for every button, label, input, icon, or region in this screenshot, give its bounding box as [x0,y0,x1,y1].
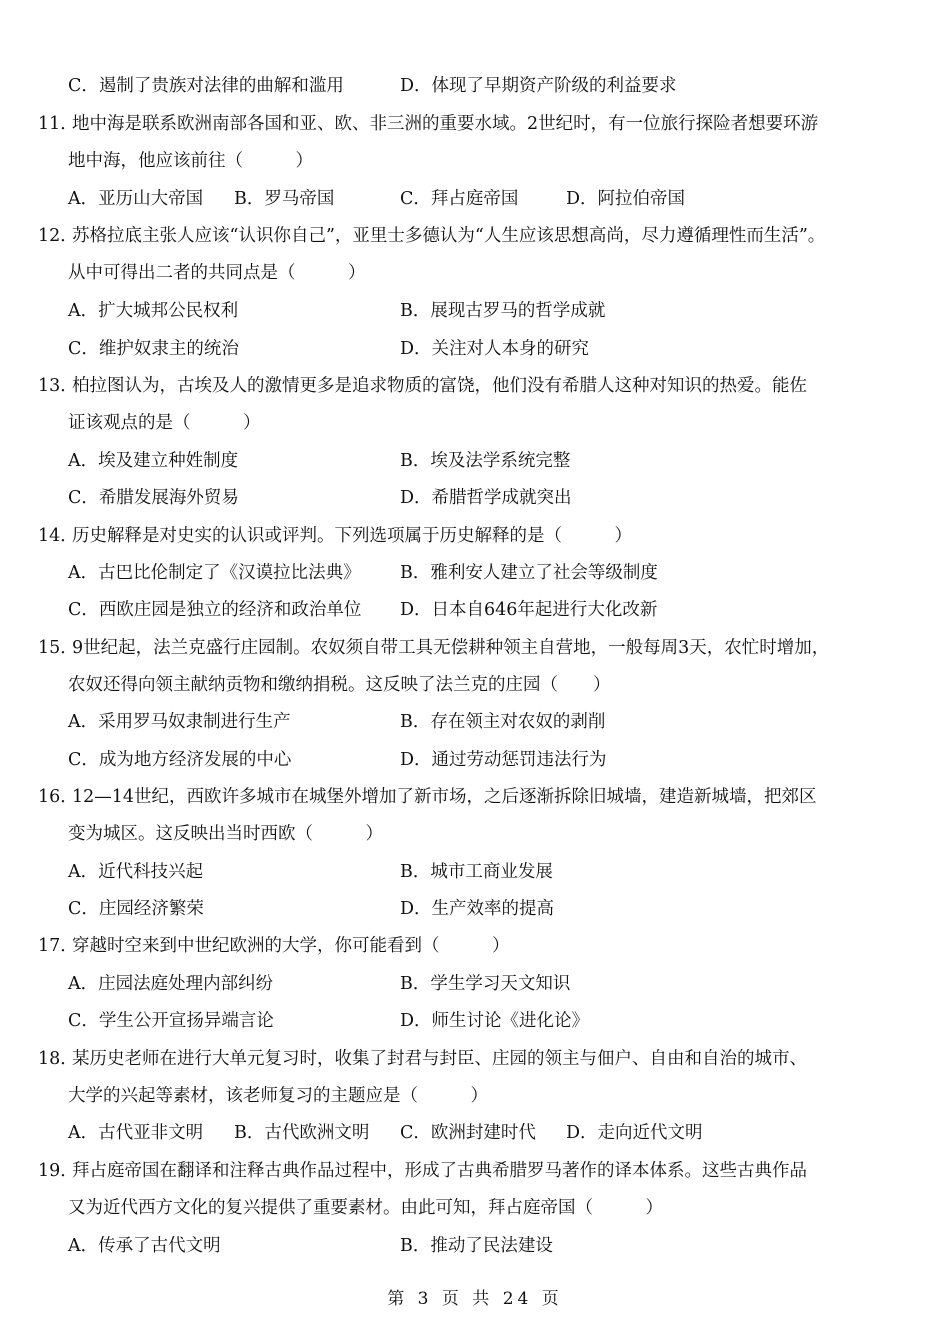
option: A．古巴比伦制定了《汉谟拉比法典》 [68,563,361,583]
question-stem-cont: 从中可得出二者的共同点是（ ） [68,263,366,283]
question-number: 19． [38,1161,78,1181]
option: A．古代亚非文明 [68,1123,204,1143]
question-stem: 历史解释是对史实的认识或评判。下列选项属于历史解释的是（ ） [72,526,632,546]
option: D．阿拉伯帝国 [566,189,686,209]
option: D．生产效率的提高 [400,899,555,919]
question-number: 17． [38,936,78,956]
option: C．遏制了贵族对法律的曲解和滥用 [68,76,344,96]
option: C．拜占庭帝国 [400,189,519,209]
option: D．希腊哲学成就突出 [400,488,572,508]
option: B．埃及法学系统完整 [400,451,571,471]
option: B．罗马帝国 [234,189,335,209]
question-stem: 穿越时空来到中世纪欧洲的大学，你可能看到（ ） [72,936,510,956]
option: C．成为地方经济发展的中心 [68,750,292,770]
option: C．希腊发展海外贸易 [68,488,239,508]
option: C．西欧庄园是独立的经济和政治单位 [68,600,362,620]
question-stem-cont: 大学的兴起等素材，该老师复习的主题应是（ ） [68,1086,488,1106]
option: B．展现古罗马的哲学成就 [400,301,606,321]
question-stem: 12—14世纪，西欧许多城市在城堡外增加了新市场，之后逐渐拆除旧城墙，建造新城墙，把郊区 [72,787,817,807]
option: A．扩大城邦公民权利 [68,301,239,321]
question-stem: 柏拉图认为，古埃及人的激情更多是追求物质的富饶，他们没有希腊人这种对知识的热爱。能佐 [72,376,807,396]
option: C．庄园经济繁荣 [68,899,204,919]
option: A．近代科技兴起 [68,862,204,882]
question-stem: 拜占庭帝国在翻译和注释古典作品过程中，形成了古典希腊罗马著作的译本体系。这些古典作品 [72,1161,807,1181]
question-number: 15． [38,638,78,658]
question-number: 12． [38,226,78,246]
option: A．亚历山大帝国 [68,189,204,209]
option: D．日本自646年起进行大化改新 [400,600,658,620]
option: D．师生讨论《进化论》 [400,1011,590,1031]
question-number: 13． [38,376,78,396]
question-number: 16． [38,787,78,807]
question-stem: 苏格拉底主张人应该“认识你自己”，亚里士多德认为“人生应该思想高尚，尽力遵循理性而生活”。 [72,226,826,246]
question-stem-cont: 证该观点的是（ ） [68,413,261,433]
option: A．庄园法庭处理内部纠纷 [68,974,274,994]
option: B．存在领主对农奴的剥削 [400,712,606,732]
option: B．学生学习天文知识 [400,974,571,994]
option: D．体现了早期资产阶级的利益要求 [400,76,677,96]
option: C．学生公开宣扬异端言论 [68,1011,274,1031]
option: B．城市工商业发展 [400,862,553,882]
option: B．雅利安人建立了社会等级制度 [400,563,658,583]
question-stem: 某历史老师在进行大单元复习时，收集了封君与封臣、庄园的领主与佃户、自由和自治的城市、 [72,1049,807,1069]
question-stem-cont: 变为城区。这反映出当时西欧（ ） [68,824,383,844]
question-number: 18． [38,1049,78,1069]
option: D．通过劳动惩罚违法行为 [400,750,607,770]
question-stem-cont: 地中海，他应该前往（ ） [68,151,313,171]
option: A．传承了古代文明 [68,1236,221,1256]
option: C．欧洲封建时代 [400,1123,536,1143]
option: A．埃及建立种姓制度 [68,451,239,471]
option: B．古代欧洲文明 [234,1123,370,1143]
option: A．采用罗马奴隶制进行生产 [68,712,291,732]
option: C．维护奴隶主的统治 [68,339,239,359]
question-number: 14． [38,526,78,546]
option: D．走向近代文明 [566,1123,703,1143]
question-number: 11． [38,114,78,134]
question-stem: 地中海是联系欧洲南部各国和亚、欧、非三洲的重要水域。2世纪时，有一位旅行探险者想要环游 [72,114,819,134]
page-number-footer: 第 3 页 共 24 页 [387,1289,563,1309]
question-stem-cont: 又为近代西方文化的复兴提供了重要素材。由此可知，拜占庭帝国（ ） [68,1198,663,1218]
question-stem: 9世纪起，法兰克盛行庄园制。农奴须自带工具无偿耕种领主自营地，一般每周3天，农忙时增加， [72,638,830,658]
option: B．推动了民法建设 [400,1236,553,1256]
option: D．关注对人本身的研究 [400,339,590,359]
question-stem-cont: 农奴还得向领主献纳贡物和缴纳捐税。这反映了法兰克的庄园（ ） [68,675,611,695]
